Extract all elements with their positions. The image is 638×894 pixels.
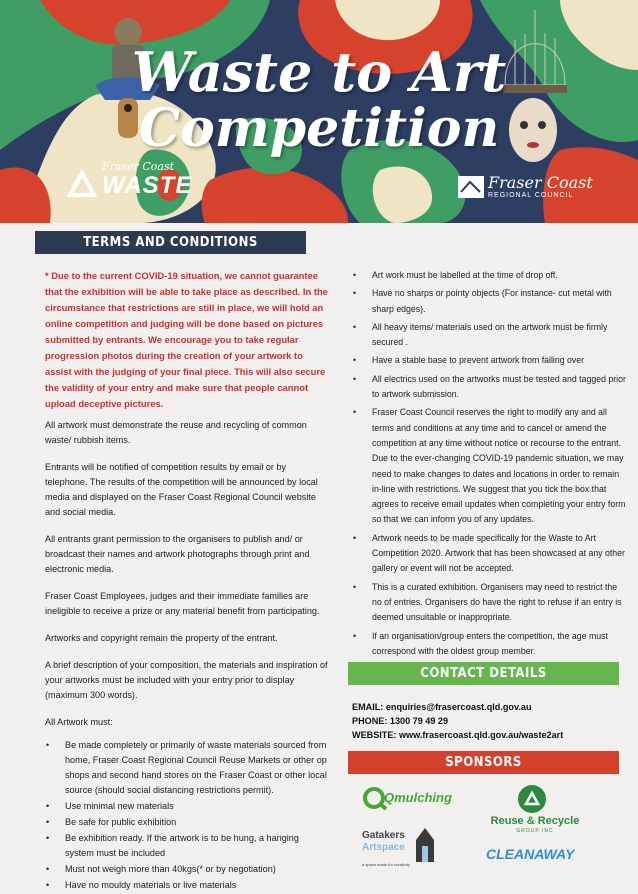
paragraph: All Artwork must: [45, 717, 113, 727]
artwork-requirements-list [45, 738, 330, 893]
additional-rules-list [352, 268, 627, 659]
logo-big-text: WASTE [102, 172, 193, 199]
left-column [45, 268, 330, 894]
title-line-1: Waste to Art [131, 40, 507, 104]
list-item: • Use minimal new materials [45, 799, 330, 814]
paragraph: Fraser Coast Employees, judges and their immediate families are ineligible to receive a prize or any material benefit from participating. [45, 591, 320, 616]
list-item: • Art work must be labelled at the time of drop off. [352, 268, 627, 283]
regional-council-logo-icon [458, 176, 484, 198]
gatakers-building-icon [414, 826, 436, 862]
list-item: • Be made completely or primarily of waste materials sourced from home, Fraser Coast Regional Council Reuse Markets or other op shops and second hand stores on the Fraser Coast or other local source (should social distancing restrictions permit). [45, 738, 330, 798]
cleanaway-logo [486, 846, 596, 866]
contact-email[interactable]: EMAIL: enquiries@frasercoast.qld.gov.au [352, 702, 532, 712]
reuse-recycle-icon [517, 784, 547, 814]
list-item: • All electrics used on the artworks must be tested and tagged prior to artwork submission. [352, 372, 627, 403]
reuse-recycle-name: Reuse & Recycle [490, 815, 580, 827]
gatakers-line-1: Gatakers [362, 830, 405, 841]
reuse-recycle-sub: GROUP INC [516, 828, 554, 834]
paragraph: Artworks and copyright remain the property of the entrant. [45, 633, 278, 643]
right-column [352, 268, 627, 662]
paragraph: A brief description of your composition, the materials and inspiration of your artworks must be included with your entry prior to display (maximum 300 words). [45, 660, 328, 700]
gatakers-artspace-logo [362, 826, 442, 870]
list-item: • Have a stable base to prevent artwork from falling over [352, 353, 627, 368]
contact-phone[interactable]: PHONE: 1300 79 49 29 [352, 716, 449, 726]
list-item: • Artwork needs to be made specifically for the Waste to Art Competition 2020. Artwork that has been showcased at any other gallery or event will not be accepted. [352, 531, 627, 577]
paragraph: All entrants grant permission to the organisers to publish and/ or broadcast their names and artwork photographs through print and electronic media. [45, 534, 310, 574]
list-item: • If an organisation/group enters the competition, the age must correspond with the oldest group member. [352, 629, 627, 660]
qmulching-text: Qmulching [384, 790, 452, 805]
council-name: Fraser Coast [488, 173, 593, 192]
list-item: • This is a curated exhibition. Organisers may need to restrict the no of entries. Organisers do have the right to refuse if an entry is deemed unsuitable or inappropriate. [352, 580, 627, 626]
header-banner [0, 0, 638, 223]
list-item: • Have no mouldy materials or live materials [45, 878, 330, 893]
list-item: • Must not weigh more than 40kgs(* or by negotiation) [45, 862, 330, 877]
list-item: • Be exhibition ready. If the artwork is to be hung, a hanging system must be included [45, 831, 330, 861]
list-item: • Have no sharps or pointy objects (For instance- cut metal with sharp edges). [352, 286, 627, 317]
cleanaway-text: CLEANAWAY [486, 846, 575, 862]
sponsors-heading: SPONSORS [348, 751, 619, 774]
covid-notice: * Due to the current COVID-19 situation, we cannot guarantee that the exhibition will be able to take place as described. In the circumstance that restrictions are still in place, we will hold an online competition and judging will be done based on pictures submitted by entrants. We encourage you to take regular progression photos during the creation of your artwork to assist with the judging of your final piece. This will also secure the validity of your entry and make sure that people cannot upload deceptive pictures. [45, 270, 328, 409]
paragraph: All artwork must demonstrate the reuse and recycling of common waste/ rubbish items. [45, 420, 307, 445]
qmulching-logo [362, 786, 462, 810]
terms-heading: TERMS AND CONDITIONS [35, 231, 306, 254]
gatakers-tagline: a space made for creativity [362, 862, 410, 867]
list-item: • All heavy items/ materials used on the artwork must be firmly secured . [352, 320, 627, 351]
contact-details [352, 700, 624, 742]
paragraph: Entrants will be notified of competition results by email or by telephone. The results of the competition will be announced by local media and displayed on the Fraser Coast Regional Council website and social media. [45, 462, 318, 517]
gatakers-line-2: Artspace [362, 842, 405, 853]
reuse-recycle-logo [485, 784, 595, 834]
title-line-2: Competition [138, 98, 500, 159]
contact-website[interactable]: WEBSITE: www.frasercoast.qld.gov.au/waste2art [352, 730, 564, 740]
council-subtitle: REGIONAL COUNCIL [488, 192, 574, 199]
list-item: • Be safe for public exhibition [45, 815, 330, 830]
contact-heading: CONTACT DETAILS [348, 662, 619, 685]
logo-small-text: Fraser Coast [102, 160, 175, 173]
list-item: • Fraser Coast Council reserves the right to modify any and all terms and conditions at any time and to cancel or amend the competition at any time without notice or recourse to the entrant. Due to the ever-changing COVID-19 pandemic situation, we may need to make changes to dates and locations in order to remain in-line with restrictions. We suggest that you tick the box that agrees to receive email updates when completing your entry form so that we can inform you of any updates. [352, 405, 627, 527]
